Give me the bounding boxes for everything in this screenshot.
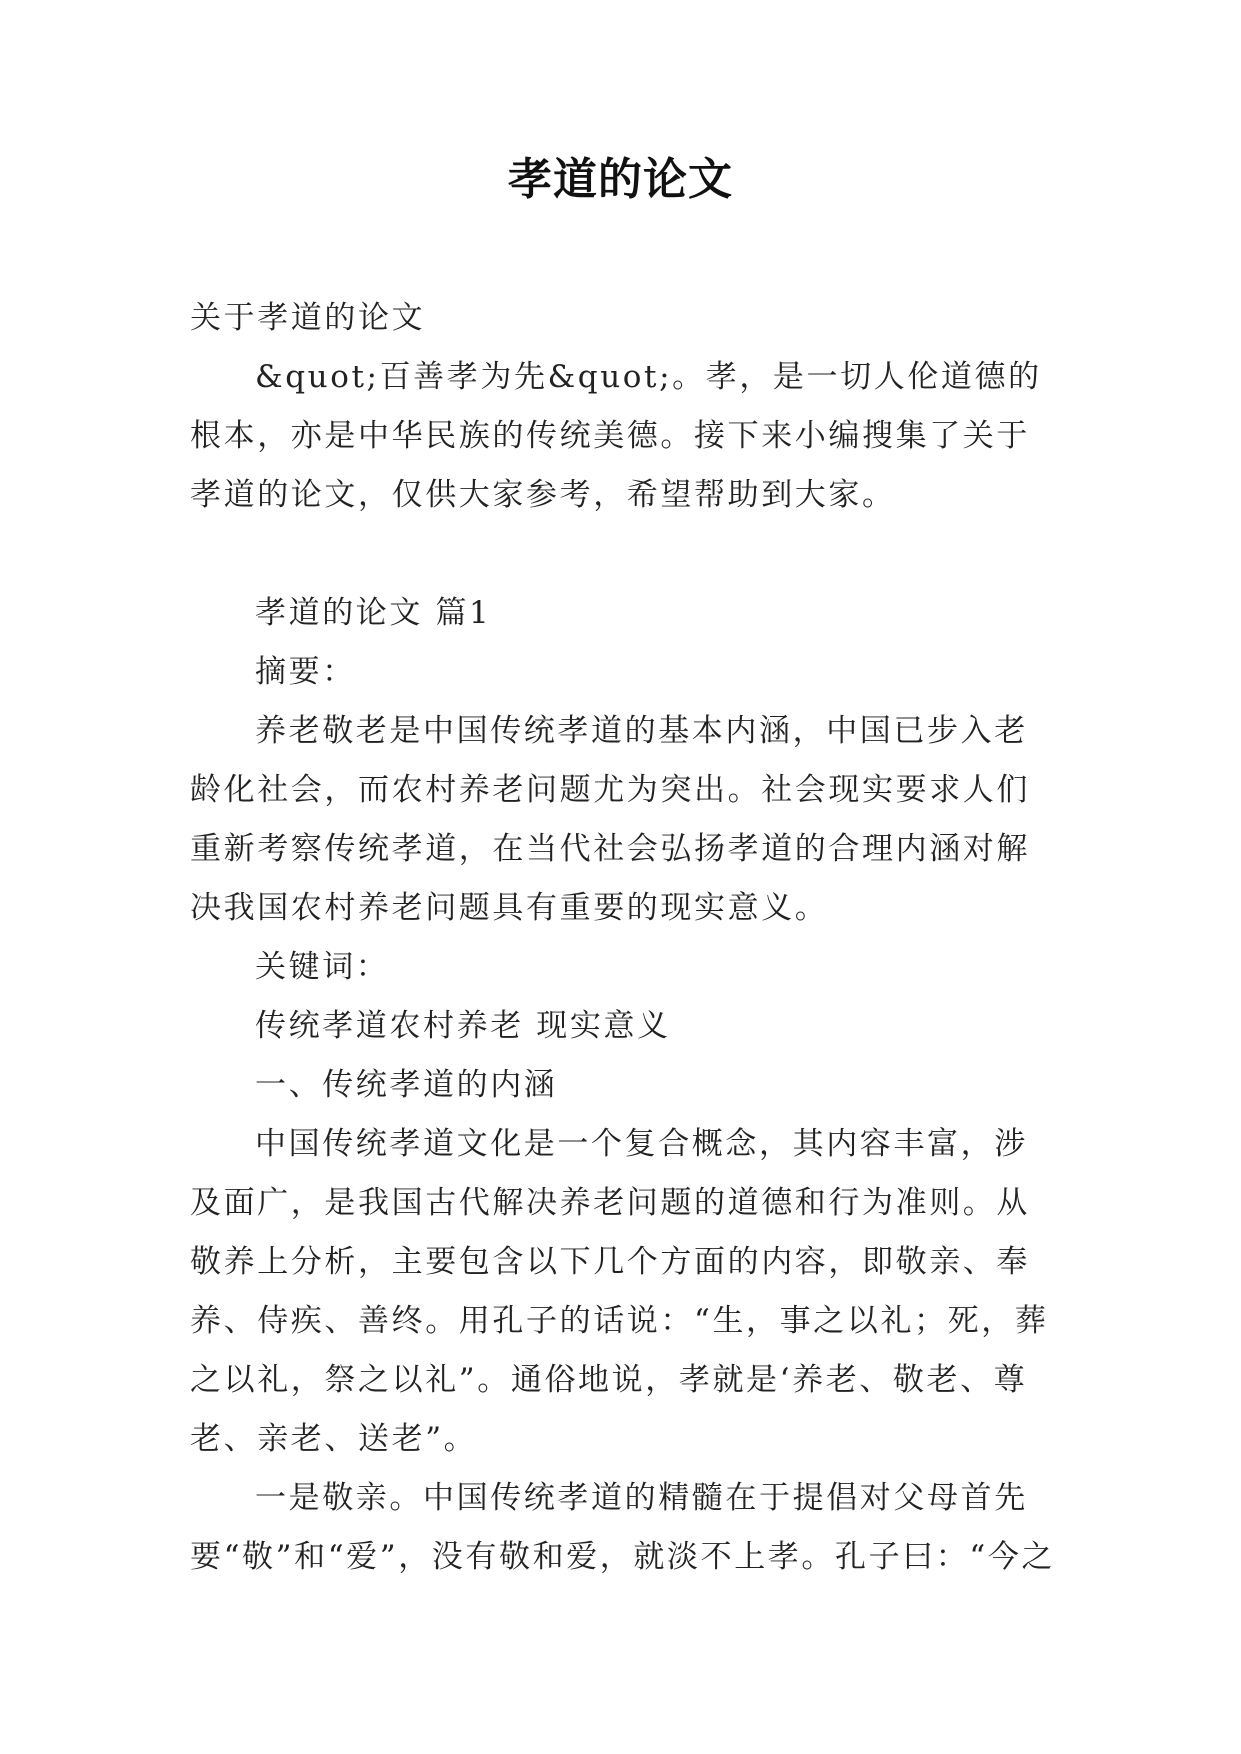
intro-heading: 关于孝道的论文 [190,300,426,336]
abstract-label: 摘要： [255,654,356,690]
section-heading: 孝道的论文 篇1 [255,595,492,631]
part-one-paragraph: 中国传统孝道文化是一个复合概念，其内容丰富，涉及面广，是我国古代解决养老问题的道德和行为准则。从敬养上分析，主要包含以下几个方面的内容，即敬亲、奉养、侍疾、善终。用孔子的话说：“生，事之以礼；死，葬之以礼，祭之以礼”。通俗地说，孝就是‘养老、敬老、尊老、亲老、送老”。 [190,1126,1049,1457]
part-one-heading: 一、传统孝道的内涵 [255,1067,558,1103]
keywords-label: 关键词： [255,949,390,985]
paragraph-spacer [190,525,1058,584]
keywords-text: 传统孝道农村养老 现实意义 [255,1008,671,1044]
intro-paragraph: &quot;百善孝为先&quot;。孝，是一切人伦道德的根本，亦是中华民族的传统美德。接下来小编搜集了关于孝道的论文，仅供大家参考，希望帮助到大家。 [190,359,1042,513]
document-body [190,289,1058,1587]
respect-paragraph: 一是敬亲。中国传统孝道的精髓在于提倡对父母首先要“敬”和“爱”，没有敬和爱，就淡不上孝。孔子曰：“今之 [190,1480,1056,1575]
abstract-paragraph: 养老敬老是中国传统孝道的基本内涵，中国已步入老龄化社会，而农村养老问题尤为突出。社会现实要求人们重新考察传统孝道，在当代社会弘扬孝道的合理内涵对解决我国农村养老问题具有重要的现实意义。 [190,713,1030,926]
document-title: 孝道的论文 [508,154,733,205]
